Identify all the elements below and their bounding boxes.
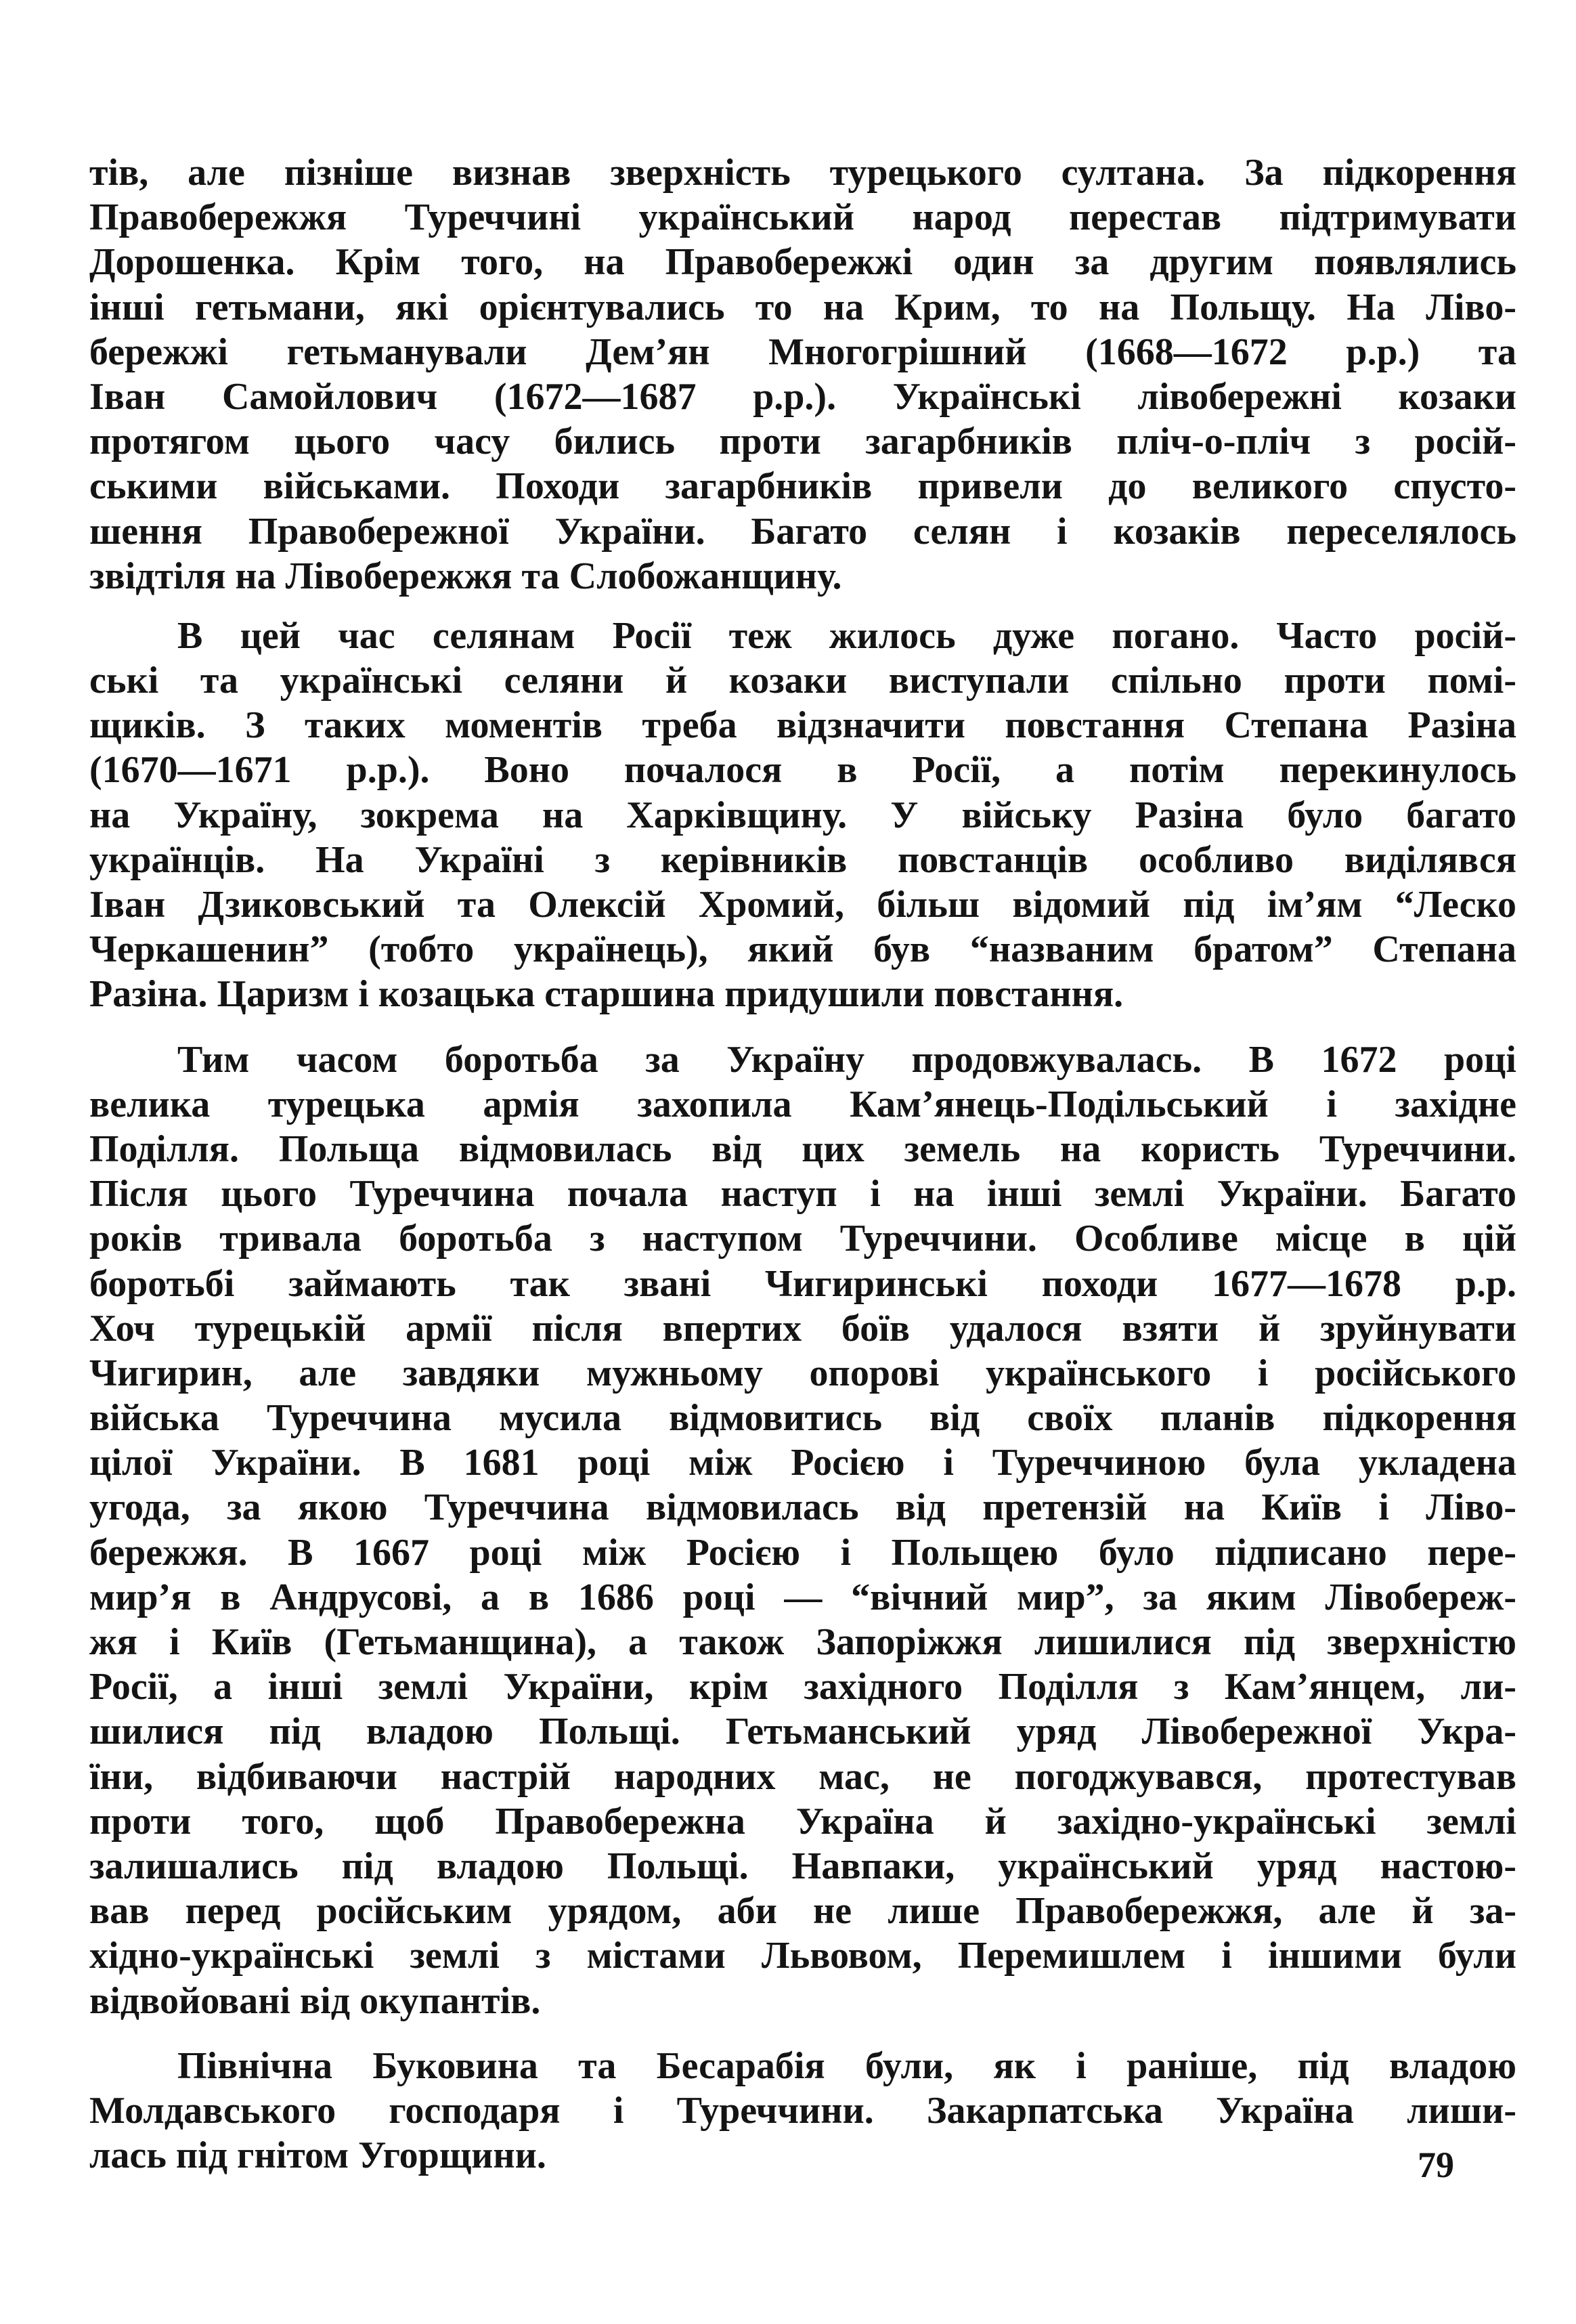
text-line: боротьбі займають так звані Чигиринські походи 1677—1678 р.р.: [89, 1262, 1516, 1305]
text-line: залишались під владою Польщі. Навпаки, український уряд настою-: [89, 1845, 1516, 1887]
text-line: угода, за якою Туреччина відмовилась від претензій на Київ і Ліво-: [89, 1486, 1516, 1529]
text-line: українців. На Україні з керівників повстанців особливо виділявся: [89, 838, 1516, 881]
text-line: хідно-українські землі з містами Львовом, Перемишлем і іншими були: [89, 1935, 1516, 1977]
text-line: протягом цього часу бились проти загарбників пліч-о-пліч з росій-: [89, 421, 1516, 463]
text-line: Хоч турецькій армії після впертих боїв удалося взяти й зруйнувати: [89, 1307, 1516, 1350]
text-line: війська Туреччина мусила відмовитись від своїх планів підкорення: [89, 1397, 1516, 1440]
text-line: вав перед російським урядом, аби не лише Правобережжя, але й за-: [89, 1890, 1516, 1933]
page-number: 79: [1418, 2145, 1454, 2185]
text-line: жя і Київ (Гетьманщина), а також Запоріжжя лишилися під зверхністю: [89, 1621, 1516, 1663]
text-line: бережжя. В 1667 році між Росією і Польщею було підписано пере-: [89, 1531, 1516, 1574]
text-line: Черкашенин” (тобто українець), який був “названим братом” Степана: [89, 928, 1516, 971]
text-line: шилися під владою Польщі. Гетьманський уряд Лівобережної Укра-: [89, 1710, 1516, 1753]
text-line: бережжі гетьманували Дем’ян Многогрішний (1668—1672 р.р.) та: [89, 330, 1516, 373]
paragraph-3: [89, 1037, 1516, 2023]
text-line: Іван Самойлович (1672—1687 р.р.). Українські лівобережні козаки: [89, 375, 1516, 418]
text-line: Північна Буковина та Бесарабія були, як і раніше, під владою: [177, 2044, 1516, 2087]
text-line: мир’я в Андрусові, а в 1686 році — “вічний мир”, за яким Лівобереж-: [89, 1576, 1516, 1618]
text-line: цілої України. В 1681 році між Росією і Туреччиною була укладена: [89, 1442, 1516, 1484]
paragraph-2: [89, 614, 1516, 1017]
paragraph-1: [89, 150, 1516, 599]
text-line: Молдавського господаря і Туреччини. Закарпатська Україна лиши-: [89, 2089, 1516, 2132]
text-line: Дорошенка. Крім того, на Правобережжі один за другим появлялись: [89, 241, 1516, 284]
text-line: В цей час селянам Росії теж жилось дуже погано. Часто росій-: [177, 614, 1516, 657]
text-line: тів, але пізніше визнав зверхність турецького султана. За підкорення: [89, 152, 1516, 194]
text-line: ськими військами. Походи загарбників привели до великого спусто-: [89, 465, 1516, 508]
text-line: Росії, а інші землі України, крім західного Поділля з Кам’янцем, ли-: [89, 1666, 1516, 1708]
text-line: (1670—1671 р.р.). Воно почалося в Росії, а потім перекинулось: [89, 749, 1516, 792]
text-line: інші гетьмани, які орієнтувались то на Крим, то на Польщу. На Ліво-: [89, 286, 1516, 328]
text-line: на Україну, зокрема на Харківщину. У війську Разіна було багато: [89, 794, 1516, 836]
text-line: щиків. З таких моментів треба відзначити повстання Степана Разіна: [89, 704, 1516, 747]
text-line: Правобережжя Туреччині український народ перестав підтримувати: [89, 196, 1516, 239]
text-line: звідтіля на Лівобережжя та Слобожанщину.: [89, 555, 842, 597]
text-line: Після цього Туреччина почала наступ і на інші землі України. Багато: [89, 1173, 1516, 1215]
body-text: [89, 150, 1516, 2178]
text-line: шення Правобережної України. Багато селян і козаків переселялось: [89, 510, 1516, 553]
text-line: велика турецька армія захопила Кам’янець-Подільський і західне: [89, 1083, 1516, 1125]
text-line: Іван Дзиковський та Олексій Хромий, більш відомий під ім’ям “Леско: [89, 884, 1516, 926]
text-line: Поділля. Польща відмовилась від цих земель на користь Туреччини.: [89, 1127, 1516, 1170]
text-line: Тим часом боротьба за Україну продовжувалась. В 1672 році: [177, 1038, 1516, 1081]
text-line: їни, відбиваючи настрій народних мас, не погоджувався, протестував: [89, 1755, 1516, 1798]
text-line: ські та українські селяни й козаки виступали спільно проти помі-: [89, 660, 1516, 702]
text-line: лась під гнітом Угорщини.: [89, 2134, 546, 2177]
text-line: відвойовані від окупантів.: [89, 1979, 541, 2022]
text-line: років тривала боротьба з наступом Туреччини. Особливе місце в цій: [89, 1218, 1516, 1260]
text-line: проти того, щоб Правобережна Україна й західно-українські землі: [89, 1800, 1516, 1843]
text-line: Разіна. Царизм і козацька старшина придушили повстання.: [89, 973, 1124, 1016]
paragraph-4: [89, 2044, 1516, 2178]
text-line: Чигирин, але завдяки мужньому опорові українського і російського: [89, 1352, 1516, 1394]
